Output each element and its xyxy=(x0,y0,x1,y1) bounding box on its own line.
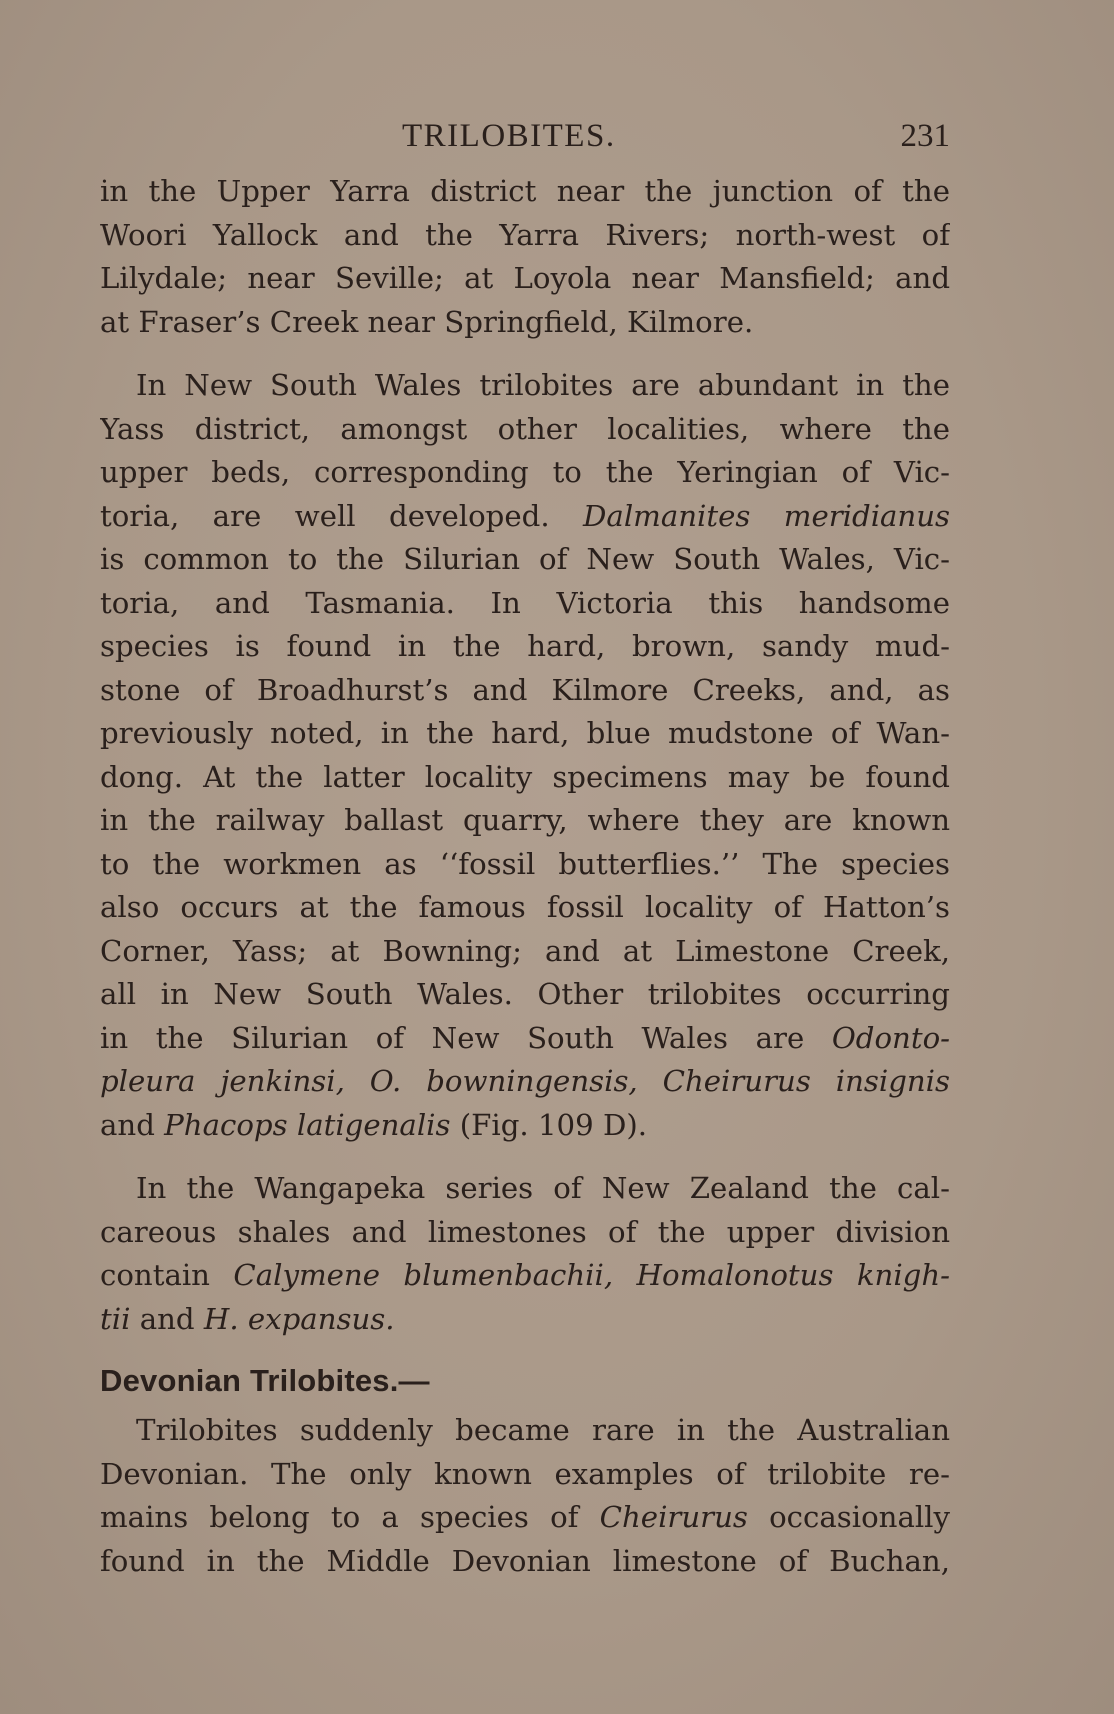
species-name: Dalmanites meridianus xyxy=(583,498,950,533)
paragraph-new-south-wales xyxy=(100,364,950,1147)
text-run: and xyxy=(139,1301,195,1336)
text-line: Devonian. The only known examples of trilobite re- xyxy=(100,1456,950,1491)
species-name: H. expansus. xyxy=(203,1301,395,1336)
text-line: at Fraser’s Creek near Springfield, Kilmore. xyxy=(100,304,754,339)
text-run: and xyxy=(100,1107,155,1142)
text-line: is common to the Silurian of New South Wales, Vic- xyxy=(100,542,950,576)
text-run: mains belong to a species of xyxy=(100,1500,579,1534)
text-line xyxy=(100,1017,950,1061)
text-line: stone of Broadhurst’s and Kilmore Creeks, and, as xyxy=(100,672,950,707)
text-line: Lilydale; near Seville; at Loyola near Mansfield; and xyxy=(100,261,950,295)
text-line: Yass district, amongst other localities, where the xyxy=(100,411,950,446)
text-line xyxy=(100,1060,950,1104)
text-run: contain xyxy=(100,1258,210,1292)
figure-reference: (Fig. 109 D). xyxy=(459,1107,648,1142)
text-line: in the railway ballast quarry, where they are known xyxy=(100,803,950,837)
text-line xyxy=(100,1298,950,1342)
text-line: upper beds, corresponding to the Yeringian of Vic- xyxy=(100,455,950,489)
text-line: In the Wangapeka series of New Zealand the cal- xyxy=(136,1171,950,1205)
text-line: found in the Middle Devonian limestone of Buchan, xyxy=(100,1543,950,1578)
text-line xyxy=(100,1254,950,1298)
text-run: in the Silurian of New South Wales are xyxy=(100,1020,805,1055)
text-line: all in New South Wales. Other trilobites occurring xyxy=(100,977,950,1011)
paragraph-continuation xyxy=(100,170,950,344)
species-name: Odonto- xyxy=(831,1020,950,1055)
text-line: toria, and Tasmania. In Victoria this handsome xyxy=(100,585,950,620)
paragraph-devonian xyxy=(100,1409,950,1583)
page-number: 231 xyxy=(900,118,950,154)
text-line: in the Upper Yarra district near the junction of the xyxy=(100,174,950,208)
text-line xyxy=(100,1104,950,1148)
running-head xyxy=(100,118,950,170)
species-name: tii xyxy=(100,1301,131,1336)
text-line: previously noted, in the hard, blue mudstone of Wan- xyxy=(100,716,950,750)
text-line: Corner, Yass; at Bowning; and at Limestone Creek, xyxy=(100,933,950,968)
text-line: Woori Yallock and the Yarra Rivers; north-west of xyxy=(100,217,950,252)
species-name: Calymene blumenbachii, Homalonotus knigh- xyxy=(233,1258,950,1292)
text-line: species is found in the hard, brown, sandy mud- xyxy=(100,629,950,663)
text-line: also occurs at the famous fossil locality of Hatton’s xyxy=(100,890,950,924)
text-line xyxy=(100,1496,950,1540)
text-line xyxy=(100,495,950,539)
text-line: In New South Wales trilobites are abundant in the xyxy=(136,368,950,402)
text-line: dong. At the latter locality specimens may be found xyxy=(100,759,950,794)
text-run: occasionally xyxy=(769,1500,950,1534)
paragraph-new-zealand xyxy=(100,1167,950,1341)
text-line: Trilobites suddenly became rare in the Australian xyxy=(136,1413,950,1447)
species-name: Phacops latigenalis xyxy=(164,1107,451,1142)
species-name: pleura jenkinsi, O. bowningensis, Cheirurus insignis xyxy=(100,1064,950,1098)
text-run: toria, are well developed. xyxy=(100,498,550,533)
text-line: to the workmen as ‘‘fossil butterflies.’’ The species xyxy=(100,846,950,881)
page-content xyxy=(100,118,950,1583)
section-heading: Devonian Trilobites.— xyxy=(100,1363,430,1398)
species-name: Cheirurus xyxy=(599,1500,748,1534)
running-title: TRILOBITES. xyxy=(402,118,616,154)
text-line: careous shales and limestones of the upper division xyxy=(100,1214,950,1249)
